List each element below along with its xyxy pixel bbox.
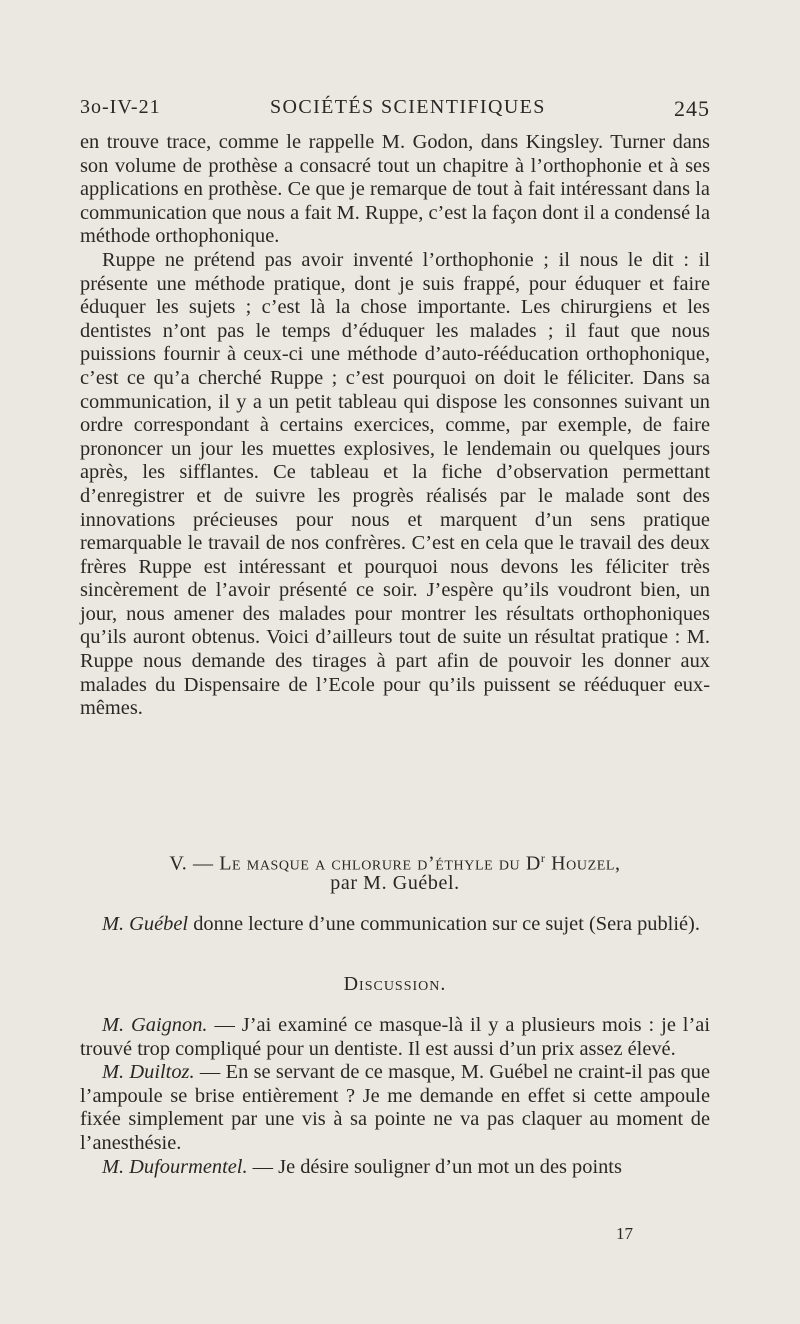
discussion-title: Discussion.	[343, 973, 447, 995]
section-numeral: V. —	[169, 852, 214, 875]
speaker-name: M. Guébel	[102, 913, 189, 935]
paragraph-text: donne lecture d’une communication sur ce sujet (Sera publié).	[193, 913, 700, 935]
discussion-entry	[80, 1061, 710, 1155]
signature-mark: 17	[616, 1224, 633, 1243]
speaker-name: M. Duiltoz.	[102, 1061, 195, 1084]
speaker-name: M. Gaignon.	[102, 1014, 208, 1036]
entry-text: — Je désire souligner d’un mot un des points	[252, 1155, 622, 1178]
paragraph: Ruppe ne prétend pas avoir inventé l’orthophonie ; il nous le dit : il présente une méthode pratique, dont je suis frappé, pour éduquer et faire éduquer les sujets ; c’est là la chose importante. Les chirurgiens et les dentistes n’ont pas le temps d’éduquer les malades ; il faut que nous puissions fournir à ceux-ci une méthode d’auto-rééducation orthophonique, c’est ce qu’a cherché Ruppe ; c’est pourquoi on doit le féliciter. Dans sa communication, il y a un petit tableau qui dispose les consonnes suivant un ordre correspondant à certains exercices, comme, par exemple, de faire prononcer un jour les muettes explosives, le lendemain ou quelques jours après, les sifflantes. Ce tableau et la fiche d’observation permettant d’enregistrer et de suivre les progrès réalisés par le malade sont des innovations précieuses pour nous et marquent d’un sens pratique remarquable le travail de nos confrères. C’est en cela que le travail des deux frères Ruppe est intéressant et pourquoi nous devons les féliciter très sincèrement de l’avoir présenté ce soir. J’espère qu’ils voudront bien, un jour, nous amener des malades pour montrer les résultats orthophoniques qu’ils auront obtenus. Voici d’ailleurs tout de suite un résultat pratique : M. Ruppe nous demande des tirages à part afin de pouvoir les donner aux malades du Dispensaire de l’Ecole pour qu’ils puissent se rééduquer eux-mêmes.	[80, 248, 710, 720]
body-text-top	[80, 131, 710, 721]
discussion-entry	[80, 1014, 710, 1061]
discussion-body	[80, 1014, 710, 1179]
section-title-end: Houzel,	[551, 852, 621, 875]
session-date: 3o-IV-21	[80, 96, 161, 118]
entry-text: — En se servant de ce masque, M. Guébel ne craint-il pas que l’ampoule se brise entièrement ? Je me demande en effet si cette ampoule fixée simplement par une vis à sa pointe ne va pas claquer au moment de l’anesthésie.	[80, 1061, 711, 1154]
section-intro	[80, 913, 710, 937]
discussion-entry	[80, 1156, 710, 1180]
paragraph	[80, 913, 710, 937]
page-number: 245	[674, 96, 710, 121]
running-head	[80, 96, 710, 124]
running-title: SOCIÉTÉS SCIENTIFIQUES	[270, 96, 546, 118]
section-title-start: Le masque a chlorure d’éthyle du D	[219, 852, 541, 875]
section-title-sup: r	[540, 851, 546, 865]
entry-text: — J’ai examiné ce masque-là il y a plusieurs mois : je l’ai trouvé trop compliqué pour un dentiste. Il est aussi d’un prix assez élevé.	[80, 1014, 710, 1060]
paragraph: en trouve trace, comme le rappelle M. Godon, dans Kingsley. Turner dans son volume de prothèse a consacré tout un chapitre à l’orthophonie et à ses applications en prothèse. Ce que je remarque de tout à fait intéressant dans la communication que nous a fait M. Ruppe, c’est la façon dont il a condensé la méthode orthophonique.	[80, 131, 710, 248]
speaker-name: M. Dufourmentel.	[102, 1155, 248, 1178]
section-heading-byline: par M. Guébel.	[330, 872, 460, 894]
